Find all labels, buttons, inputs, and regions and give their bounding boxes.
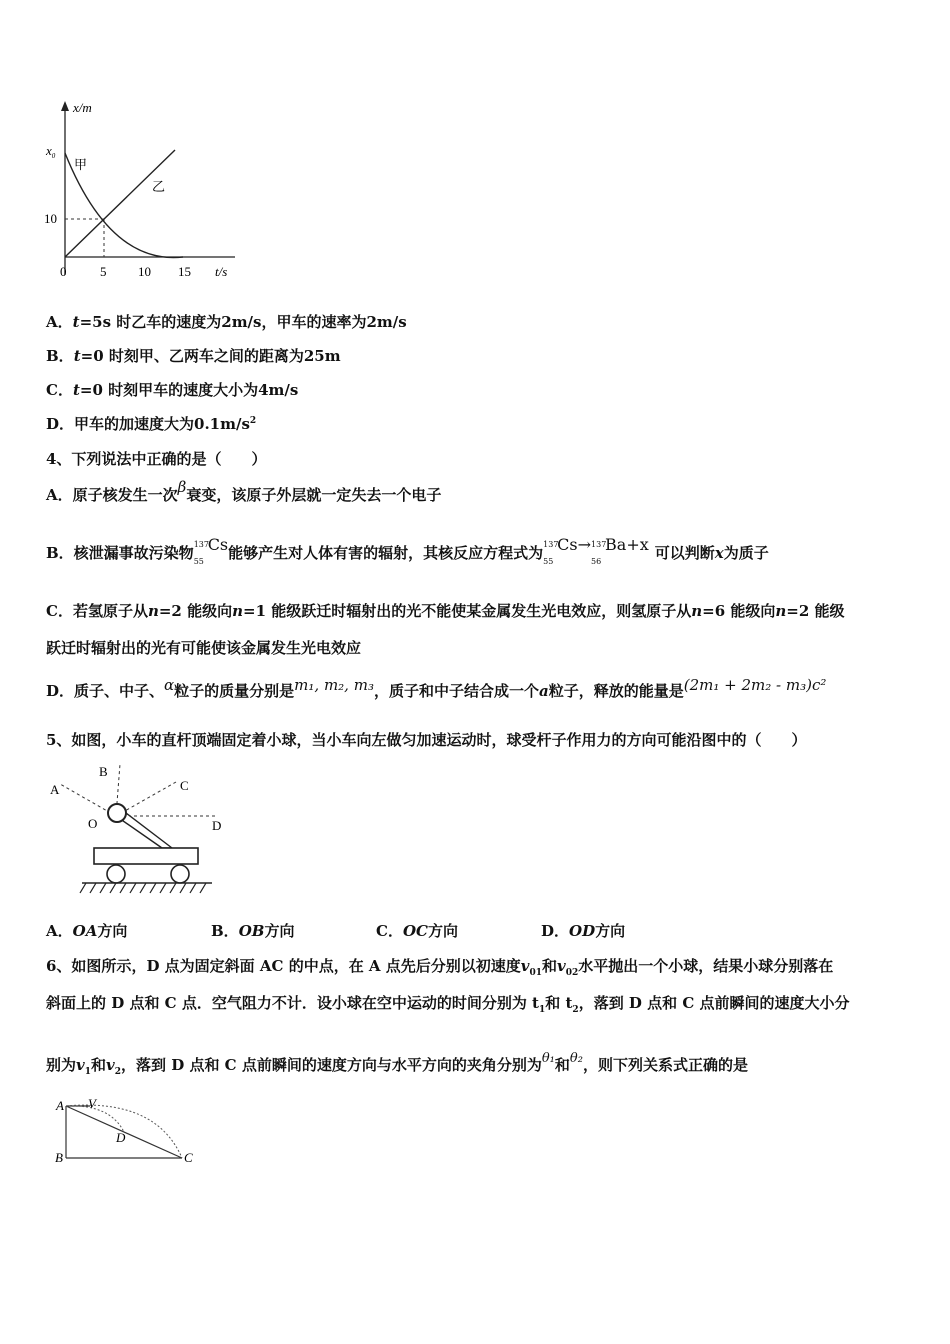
- x-axis-label: t/s: [215, 264, 228, 279]
- q3-xt-graph: [40, 95, 250, 285]
- q3-option-c[interactable]: C．t=0 时刻甲车的速度大小为4m/s: [46, 381, 299, 399]
- label-c: C: [180, 778, 189, 793]
- x-tick-10: 10: [138, 264, 151, 279]
- label-o: O: [88, 816, 98, 831]
- q4-option-b[interactable]: B．核泄漏事故污染物 137 55 Cs能够产生对人体有害的辐射，其核反应方程式为 137 55 Cs→ 137 56 Ba+x 可以判断x为质子: [46, 535, 769, 566]
- label-d: D: [116, 1130, 126, 1145]
- q3-option-d[interactable]: D．甲车的加速度大为$0.1m/s^2$: [46, 415, 257, 433]
- x-tick-15: 15: [178, 264, 191, 279]
- q5-option-a[interactable]: A．OA方向: [46, 922, 128, 940]
- ball: [108, 804, 126, 822]
- q6-line1: 6、如图所示，D 点为固定斜面 AC 的中点，在 A 点先后分别以初速度$v_{01}$和$v_{02}$水平抛出一个小球，结果小球分别落在: [46, 957, 834, 978]
- y-start-label: $x_0$: [46, 143, 56, 160]
- cart-body: [94, 848, 198, 864]
- label-c: C: [184, 1150, 193, 1165]
- y-axis-arrow: [61, 101, 69, 111]
- label-v: V: [88, 1096, 96, 1111]
- label-a: A: [56, 1098, 64, 1113]
- label-b: B: [55, 1150, 63, 1165]
- q3-option-a[interactable]: A．t=5s 时乙车的速度为2m/s，甲车的速率为2m/s: [46, 313, 407, 331]
- q6-line3: 别为$v_1$和$v_2$，落到 D 点和 C 点前瞬间的速度方向与水平方向的夹角分别为θ₁和θ₂，则下列关系式正确的是: [46, 1051, 748, 1077]
- q4-option-c-line1[interactable]: C．若氢原子从n=2 能级向n=1 能级跃迁时辐射出的光不能使某金属发生光电效应，则氢原子从n=6 能级向n=2 能级: [46, 602, 845, 620]
- cs-isotope: 137 55: [193, 540, 209, 566]
- y-tick-10: 10: [44, 211, 57, 226]
- q5-option-c[interactable]: C．OC方向: [376, 922, 458, 940]
- q4-option-c-line2: 跃迁时辐射出的光有可能使该金属发生光电效应: [46, 639, 362, 657]
- q5-option-b[interactable]: B．OB方向: [211, 922, 295, 940]
- wheel-right: [171, 865, 189, 883]
- q4-stem: 4、下列说法中正确的是（ ）: [46, 450, 267, 468]
- q4-option-a[interactable]: A．原子核发生一次β衰变，该原子外层就一定失去一个电子: [46, 478, 442, 504]
- q6-line2: 斜面上的 D 点和 C 点．空气阻力不计．设小球在空中运动的时间分别为 $t_1$和 $t_2$，落到 D 点和 C 点前瞬间的速度大小分: [46, 994, 850, 1015]
- wheel-left: [107, 865, 125, 883]
- ba-isotope: 137 56: [591, 540, 607, 566]
- q5-options: [46, 920, 625, 941]
- q5-option-d[interactable]: D．OD方向: [541, 922, 626, 940]
- eq-cs-isotope: 137 55: [543, 540, 559, 566]
- q5-cart-figure: [44, 760, 234, 900]
- y-axis-label: x/m: [73, 100, 92, 115]
- curve-jia-label: 甲: [74, 157, 88, 172]
- q3-option-b[interactable]: B．t=0 时刻甲、乙两车之间的距离为25m: [46, 347, 341, 365]
- x-tick-5: 5: [100, 264, 107, 279]
- label-d: D: [212, 818, 222, 833]
- x-tick-0: 0: [60, 264, 67, 279]
- q5-stem: 5、如图，小车的直杆顶端固定着小球，当小车向左做匀加速运动时，球受杆子作用力的方向可能沿图中的（ ）: [46, 731, 807, 749]
- ground-hatch: [80, 883, 206, 893]
- label-a: A: [50, 782, 60, 797]
- q4-option-d[interactable]: D．质子、中子、α粒子的质量分别是m₁, m₂, m₃，质子和中子结合成一个a粒子，释放的能量是(2m₁ + 2m₂ - m₃)c²: [46, 676, 827, 700]
- line-yi-label: 乙: [152, 179, 166, 194]
- q6-incline-figure: [52, 1096, 202, 1168]
- label-b: B: [99, 764, 108, 779]
